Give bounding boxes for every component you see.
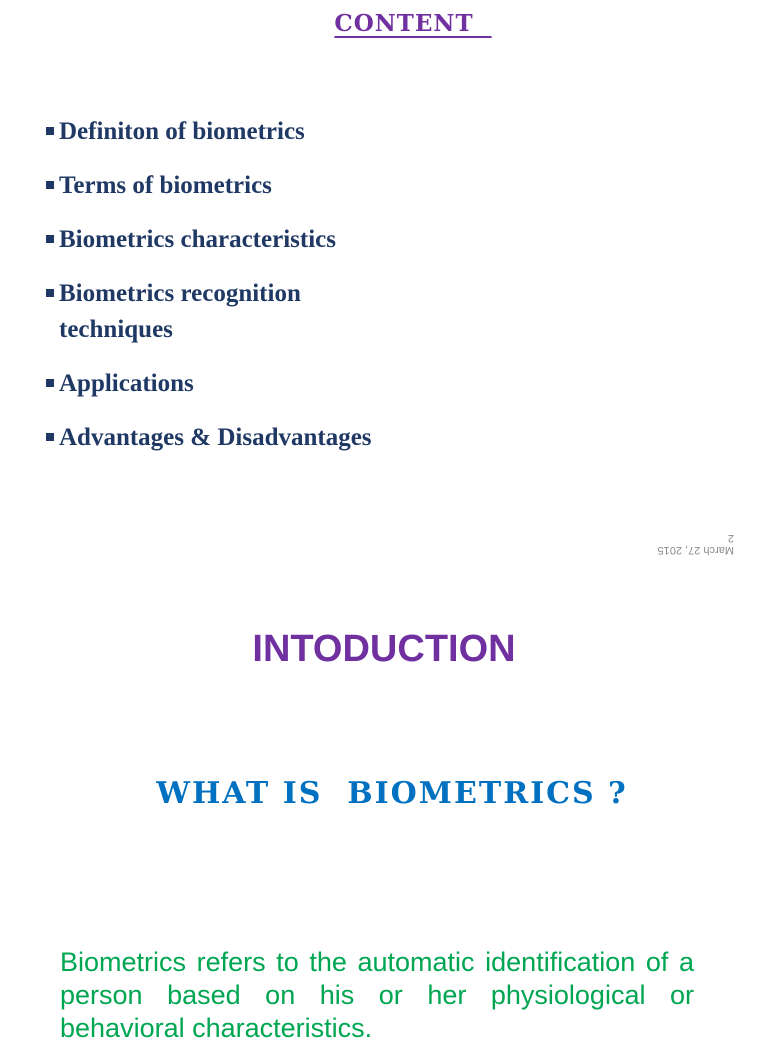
square-bullet-icon (46, 181, 54, 189)
bullet-item (46, 114, 466, 150)
bullet-item (46, 420, 466, 456)
bullet-item (46, 168, 466, 204)
footer-date: March 27, 2015 (657, 544, 734, 556)
what-is-biometrics-heading: WHAT IS BIOMETRICS ? (156, 776, 628, 811)
bullet-item (46, 276, 379, 348)
bullet-text: Definiton of biometrics (59, 118, 305, 145)
square-bullet-icon (46, 433, 54, 441)
square-bullet-icon (46, 289, 54, 297)
introduction-title: INTODUCTION (252, 628, 516, 670)
square-bullet-icon (46, 127, 54, 135)
bullet-text: Terms of biometrics (59, 172, 272, 199)
slide-footer (642, 532, 734, 556)
content-bullet-list (46, 114, 466, 474)
bullet-text: Biometrics recognition techniques (59, 280, 301, 343)
square-bullet-icon (46, 379, 54, 387)
content-title: CONTENT (334, 10, 492, 37)
square-bullet-icon (46, 235, 54, 243)
footer-page-number: 2 (727, 532, 734, 544)
bullet-item (46, 366, 466, 402)
bullet-item (46, 222, 466, 258)
bullet-text: Applications (59, 370, 194, 397)
biometrics-definition-text: Biometrics refers to the automatic identification of a person based on his or her physiological or behavioral characteristics. (60, 947, 694, 1043)
bullet-text: Advantages & Disadvantages (59, 424, 372, 451)
bullet-text: Biometrics characteristics (59, 226, 336, 253)
